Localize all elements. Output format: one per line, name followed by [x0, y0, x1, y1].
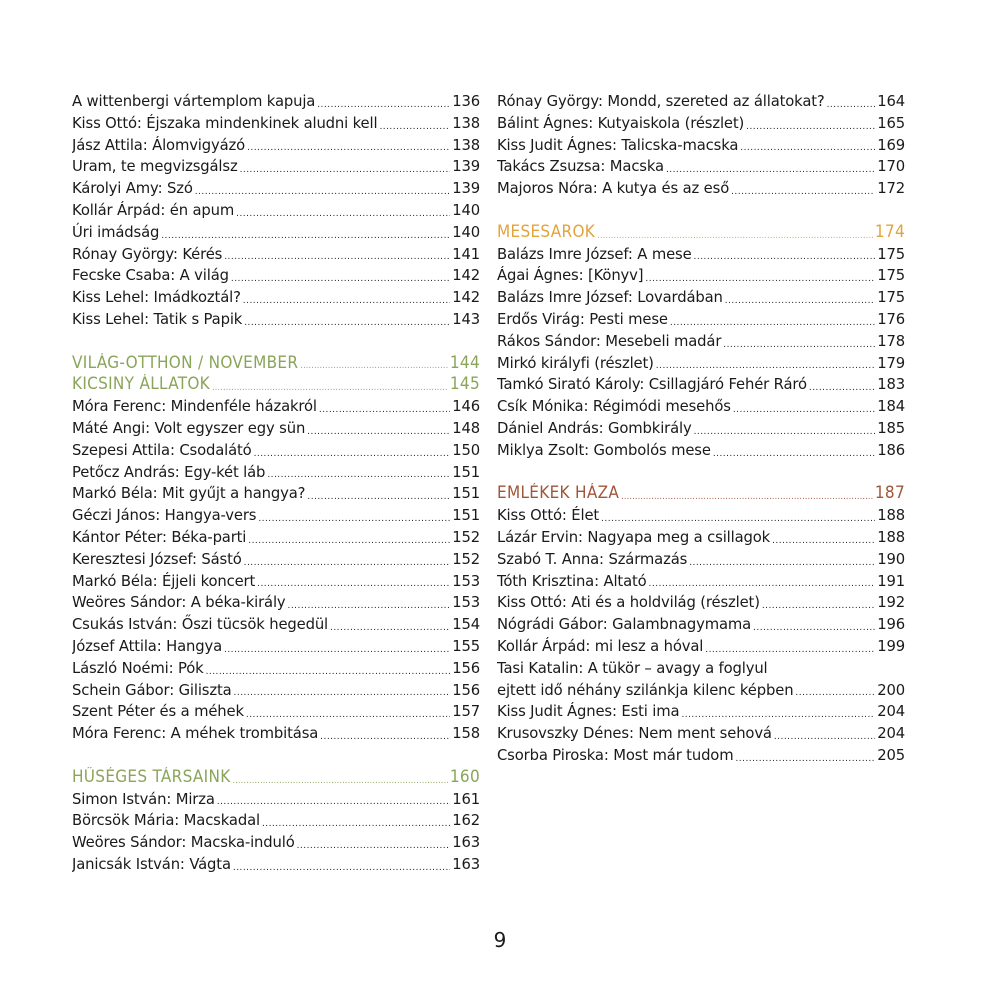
- toc-entry: [497, 549, 905, 571]
- entry-page-number: 192: [877, 594, 905, 612]
- entry-page-number: 163: [452, 855, 480, 873]
- toc-entry: [72, 178, 480, 200]
- dot-leader: [809, 380, 875, 396]
- toc-entry: [72, 222, 480, 244]
- entry-page-number: 191: [877, 572, 905, 590]
- entry-page-number: 136: [452, 93, 480, 110]
- toc-entry: [497, 745, 905, 767]
- dot-leader: [330, 620, 450, 636]
- entry-title: Janicsák István: Vágta: [72, 855, 231, 873]
- entry-page-number: 172: [877, 180, 905, 198]
- entry-title: Miklya Zsolt: Gombolós mese: [497, 441, 711, 459]
- entry-page-number: 152: [452, 528, 480, 546]
- dot-leader: [689, 555, 875, 571]
- dot-leader: [694, 249, 876, 265]
- dot-leader: [244, 555, 451, 571]
- toc-section-heading: [497, 483, 905, 505]
- toc-entry: [72, 396, 480, 418]
- toc-entry: [72, 418, 480, 440]
- section-page-number: 144: [449, 352, 480, 373]
- dot-leader: [234, 685, 451, 701]
- toc-entry: [497, 331, 905, 353]
- entry-page-number: 153: [452, 594, 480, 612]
- dot-leader: [297, 838, 451, 854]
- toc-section-heading: [497, 222, 905, 244]
- toc-entry: [72, 156, 480, 178]
- toc-entry: [497, 113, 905, 135]
- dot-leader: [161, 228, 450, 244]
- toc-section-heading: [72, 374, 480, 396]
- entry-page-number: 196: [877, 616, 905, 634]
- dot-leader: [212, 380, 448, 396]
- dot-leader: [772, 533, 875, 549]
- dot-leader: [681, 707, 875, 723]
- dot-leader: [267, 467, 450, 483]
- toc-entry: [497, 244, 905, 266]
- dot-leader: [795, 685, 875, 701]
- toc-entry: [497, 135, 905, 157]
- entry-title: Markó Béla: Mit gyűjt a hangya?: [72, 485, 306, 503]
- entry-title: Károlyi Amy: Szó: [72, 180, 193, 198]
- dot-leader: [258, 511, 450, 527]
- entry-title: Erdős Virág: Pesti mese: [497, 310, 668, 328]
- entry-title: Kiss Ottó: Éjszaka mindenkinek aludni kell: [72, 114, 378, 132]
- entry-page-number: 139: [452, 180, 480, 198]
- entry-page-number: 151: [452, 463, 480, 481]
- entry-page-number: 205: [877, 746, 905, 764]
- toc-entry: [72, 265, 480, 287]
- entry-title: Uram, te megvizsgálsz: [72, 158, 238, 176]
- entry-title: Tasi Katalin: A tükör – avagy a foglyul: [497, 659, 768, 677]
- dot-leader: [774, 729, 875, 745]
- entry-title: Csorba Piroska: Most már tudom: [497, 746, 734, 764]
- dot-leader: [645, 271, 875, 287]
- entry-page-number: 154: [452, 616, 480, 634]
- entry-page-number: 151: [452, 507, 480, 525]
- entry-page-number: 175: [877, 267, 905, 285]
- dot-leader: [206, 664, 451, 680]
- toc-entry: [72, 636, 480, 658]
- dot-leader: [670, 315, 875, 331]
- toc-column-left: [72, 91, 480, 876]
- dot-leader: [244, 315, 450, 331]
- toc-entry: [497, 353, 905, 375]
- section-title: KICSINY ÁLLATOK: [72, 374, 210, 395]
- toc-section-heading: [72, 767, 480, 789]
- entry-title: Kántor Péter: Béka-parti: [72, 528, 247, 546]
- entry-page-number: 140: [452, 223, 480, 241]
- entry-page-number: 204: [877, 725, 905, 743]
- toc-entry: [72, 789, 480, 811]
- dot-leader: [217, 794, 450, 810]
- dot-leader: [248, 533, 450, 549]
- entry-page-number: 175: [877, 289, 905, 307]
- entry-page-number: 165: [877, 114, 905, 132]
- dot-leader: [753, 620, 875, 636]
- entry-page-number: 139: [452, 158, 480, 176]
- toc-entry: [72, 658, 480, 680]
- dot-leader: [240, 162, 451, 178]
- toc-entry: [72, 287, 480, 309]
- toc-entry: [497, 178, 905, 200]
- section-spacer: [497, 462, 905, 484]
- entry-title: Krusovszky Dénes: Nem ment sehová: [497, 725, 772, 743]
- entry-page-number: 143: [452, 310, 480, 328]
- entry-title: László Noémi: Pók: [72, 659, 204, 677]
- dot-leader: [320, 729, 450, 745]
- toc-entry: [497, 614, 905, 636]
- entry-page-number: 161: [452, 790, 480, 808]
- entry-page-number: 156: [452, 659, 480, 677]
- entry-title: Úri imádság: [72, 223, 160, 241]
- dot-leader: [317, 97, 450, 113]
- toc-entry: [72, 505, 480, 527]
- entry-title: Weöres Sándor: A béka-király: [72, 594, 286, 612]
- dot-leader: [195, 184, 450, 200]
- toc-column-right: [497, 91, 905, 767]
- entry-title: Bálint Ágnes: Kutyaiskola (részlet): [497, 114, 745, 132]
- page-number: 9: [493, 928, 507, 952]
- toc-entry: [497, 636, 905, 658]
- dot-leader: [705, 642, 875, 658]
- entry-title: Kiss Judit Ágnes: Talicska-macska: [497, 136, 739, 154]
- entry-title: Kiss Lehel: Imádkoztál?: [72, 289, 241, 307]
- dot-leader: [740, 140, 875, 156]
- entry-page-number: 200: [877, 681, 905, 699]
- section-title: MESESAROK: [497, 221, 596, 242]
- section-title: VILÁG-OTTHON / NOVEMBER: [72, 352, 299, 373]
- entry-page-number: 188: [877, 528, 905, 546]
- entry-page-number: 199: [877, 637, 905, 655]
- toc-entry: [497, 440, 905, 462]
- dot-leader: [247, 140, 450, 156]
- entry-title: Szent Péter és a méhek: [72, 703, 244, 721]
- entry-page-number: 169: [877, 136, 905, 154]
- section-page-number: 145: [449, 374, 480, 395]
- toc-entry: [72, 91, 480, 113]
- toc-entry: [72, 309, 480, 331]
- toc-entry: [497, 156, 905, 178]
- toc-entry: [72, 440, 480, 462]
- entry-title: Rákos Sándor: Mesebeli madár: [497, 332, 722, 350]
- toc-entry: [72, 854, 480, 876]
- entry-page-number: 164: [877, 93, 905, 110]
- entry-title: Csík Mónika: Régimódi mesehős: [497, 398, 731, 416]
- entry-page-number: 190: [877, 550, 905, 568]
- dot-leader: [725, 293, 875, 309]
- entry-title: Kollár Árpád: mi lesz a hóval: [497, 637, 704, 655]
- dot-leader: [746, 119, 875, 135]
- entry-title: Markó Béla: Éjjeli koncert: [72, 572, 256, 590]
- toc-entry: [497, 680, 905, 702]
- entry-title: A wittenbergi vártemplom kapuja: [72, 93, 316, 110]
- dot-leader: [224, 249, 450, 265]
- entry-page-number: 146: [452, 398, 480, 416]
- entry-title: Kiss Judit Ágnes: Esti ima: [497, 703, 680, 721]
- entry-page-number: 163: [452, 834, 480, 852]
- entry-page-number: 151: [452, 485, 480, 503]
- entry-title: Takács Zsuzsa: Macska: [497, 158, 664, 176]
- entry-page-number: 140: [452, 201, 480, 219]
- entry-title: Schein Gábor: Giliszta: [72, 681, 232, 699]
- dot-leader: [288, 598, 451, 614]
- entry-page-number: 138: [452, 114, 480, 132]
- toc-entry: [72, 135, 480, 157]
- toc-entry: [497, 287, 905, 309]
- entry-title: Csukás István: Őszi tücsök hegedül: [72, 616, 329, 634]
- toc-section-heading: [72, 353, 480, 375]
- dot-leader: [694, 424, 876, 440]
- dot-leader: [666, 162, 875, 178]
- entry-page-number: 188: [877, 507, 905, 525]
- toc-entry: [497, 701, 905, 723]
- toc-entry: [497, 396, 905, 418]
- dot-leader: [735, 751, 875, 767]
- entry-page-number: 175: [877, 245, 905, 263]
- toc-entry: [497, 265, 905, 287]
- toc-entry: [497, 658, 905, 680]
- entry-title: Móra Ferenc: Mindenféle házakról: [72, 398, 317, 416]
- dot-leader: [300, 358, 448, 374]
- entry-page-number: 183: [877, 376, 905, 394]
- dot-leader: [243, 293, 450, 309]
- dot-leader: [224, 642, 450, 658]
- dot-leader: [233, 860, 450, 876]
- toc-entry: [72, 200, 480, 222]
- toc-entry: [72, 832, 480, 854]
- entry-title: Tóth Krisztina: Altató: [497, 572, 647, 590]
- toc-entry: [72, 701, 480, 723]
- entry-title: József Attila: Hangya: [72, 637, 222, 655]
- section-page-number: 160: [449, 766, 480, 787]
- dot-leader: [246, 707, 450, 723]
- section-title: HŰSÉGES TÁRSAINK: [72, 766, 231, 787]
- dot-leader: [656, 358, 875, 374]
- dot-leader: [319, 402, 450, 418]
- entry-page-number: 204: [877, 703, 905, 721]
- entry-title: Weöres Sándor: Macska-induló: [72, 834, 295, 852]
- section-spacer: [497, 200, 905, 222]
- dot-leader: [307, 424, 450, 440]
- entry-title: Börcsök Mária: Macskadal: [72, 812, 260, 830]
- entry-page-number: 152: [452, 550, 480, 568]
- entry-page-number: 157: [452, 703, 480, 721]
- dot-leader: [597, 228, 873, 244]
- entry-title: ejtett idő néhány szilánkja kilenc képben: [497, 681, 794, 699]
- entry-title: Majoros Nóra: A kutya és az eső: [497, 180, 730, 198]
- toc-entry: [497, 91, 905, 113]
- section-title: EMLÉKEK HÁZA: [497, 483, 620, 504]
- entry-page-number: 150: [452, 441, 480, 459]
- dot-leader: [713, 446, 875, 462]
- toc-entry: [497, 723, 905, 745]
- entry-page-number: 170: [877, 158, 905, 176]
- dot-leader: [379, 119, 450, 135]
- entry-page-number: 162: [452, 812, 480, 830]
- entry-title: Lázár Ervin: Nagyapa meg a csillagok: [497, 528, 771, 546]
- dot-leader: [762, 598, 875, 614]
- entry-page-number: 153: [452, 572, 480, 590]
- entry-title: Petőcz András: Egy-két láb: [72, 463, 266, 481]
- entry-title: Dániel András: Gombkirály: [497, 419, 692, 437]
- toc-entry: [497, 418, 905, 440]
- toc-entry: [72, 549, 480, 571]
- toc-entry: [72, 680, 480, 702]
- entry-title: Nógrádi Gábor: Galambnagymama: [497, 616, 752, 634]
- entry-page-number: 186: [877, 441, 905, 459]
- section-page-number: 187: [874, 483, 905, 504]
- entry-page-number: 184: [877, 398, 905, 416]
- entry-title: Rónay György: Mondd, szereted az állatokat?: [497, 93, 825, 110]
- entry-title: Rónay György: Kérés: [72, 245, 223, 263]
- toc-entry: [72, 527, 480, 549]
- dot-leader: [733, 402, 875, 418]
- toc-entry: [497, 527, 905, 549]
- entry-page-number: 179: [877, 354, 905, 372]
- dot-leader: [601, 511, 875, 527]
- toc-entry: [72, 592, 480, 614]
- toc-entry: [72, 614, 480, 636]
- entry-title: Máté Angi: Volt egyszer egy sün: [72, 419, 306, 437]
- entry-page-number: 156: [452, 681, 480, 699]
- entry-title: Kollár Árpád: én apum: [72, 201, 235, 219]
- toc-entry: [72, 810, 480, 832]
- dot-leader: [827, 97, 876, 113]
- entry-title: Jász Attila: Álomvigyázó: [72, 136, 246, 154]
- entry-page-number: 185: [877, 419, 905, 437]
- entry-title: Szabó T. Anna: Származás: [497, 550, 688, 568]
- dot-leader: [621, 489, 873, 505]
- entry-page-number: 142: [452, 289, 480, 307]
- dot-leader: [307, 489, 450, 505]
- section-page-number: 174: [874, 221, 905, 242]
- dot-leader: [257, 576, 450, 592]
- toc-entry: [497, 309, 905, 331]
- toc-entry: [72, 244, 480, 266]
- toc-entry: [72, 483, 480, 505]
- toc-entry: [497, 374, 905, 396]
- entry-page-number: 142: [452, 267, 480, 285]
- entry-title: Simon István: Mirza: [72, 790, 215, 808]
- entry-title: Géczi János: Hangya-vers: [72, 507, 257, 525]
- entry-title: Ágai Ágnes: [Könyv]: [497, 267, 644, 285]
- entry-title: Balázs Imre József: Lovardában: [497, 289, 723, 307]
- entry-page-number: 178: [877, 332, 905, 350]
- toc-entry: [497, 505, 905, 527]
- entry-title: Mirkó királyfi (részlet): [497, 354, 654, 372]
- dot-leader: [262, 816, 450, 832]
- entry-title: Keresztesi József: Sástó: [72, 550, 242, 568]
- toc-entry: [497, 592, 905, 614]
- dot-leader: [723, 337, 875, 353]
- section-spacer: [72, 331, 480, 353]
- toc-entry: [72, 462, 480, 484]
- entry-page-number: 138: [452, 136, 480, 154]
- entry-title: Balázs Imre József: A mese: [497, 245, 692, 263]
- toc-entry: [72, 723, 480, 745]
- entry-title: Fecske Csaba: A világ: [72, 267, 229, 285]
- section-spacer: [72, 745, 480, 767]
- entry-page-number: 176: [877, 310, 905, 328]
- toc-entry: [72, 571, 480, 593]
- entry-title: Kiss Lehel: Tatik s Papik: [72, 310, 243, 328]
- entry-page-number: 148: [452, 419, 480, 437]
- toc-entry: [497, 571, 905, 593]
- dot-leader: [233, 773, 448, 789]
- entry-title: Kiss Ottó: Élet: [497, 507, 600, 525]
- entry-title: Tamkó Sirató Károly: Csillagjáró Fehér Ráró: [497, 376, 807, 394]
- dot-leader: [231, 271, 450, 287]
- entry-title: Kiss Ottó: Ati és a holdvilág (részlet): [497, 594, 760, 612]
- dot-leader: [254, 446, 451, 462]
- entry-title: Móra Ferenc: A méhek trombitása: [72, 725, 319, 743]
- toc-entry: [72, 113, 480, 135]
- entry-page-number: 141: [452, 245, 480, 263]
- entry-page-number: 158: [452, 725, 480, 743]
- dot-leader: [236, 206, 450, 222]
- entry-page-number: 155: [452, 637, 480, 655]
- entry-title: Szepesi Attila: Csodalátó: [72, 441, 252, 459]
- dot-leader: [731, 184, 875, 200]
- dot-leader: [649, 576, 876, 592]
